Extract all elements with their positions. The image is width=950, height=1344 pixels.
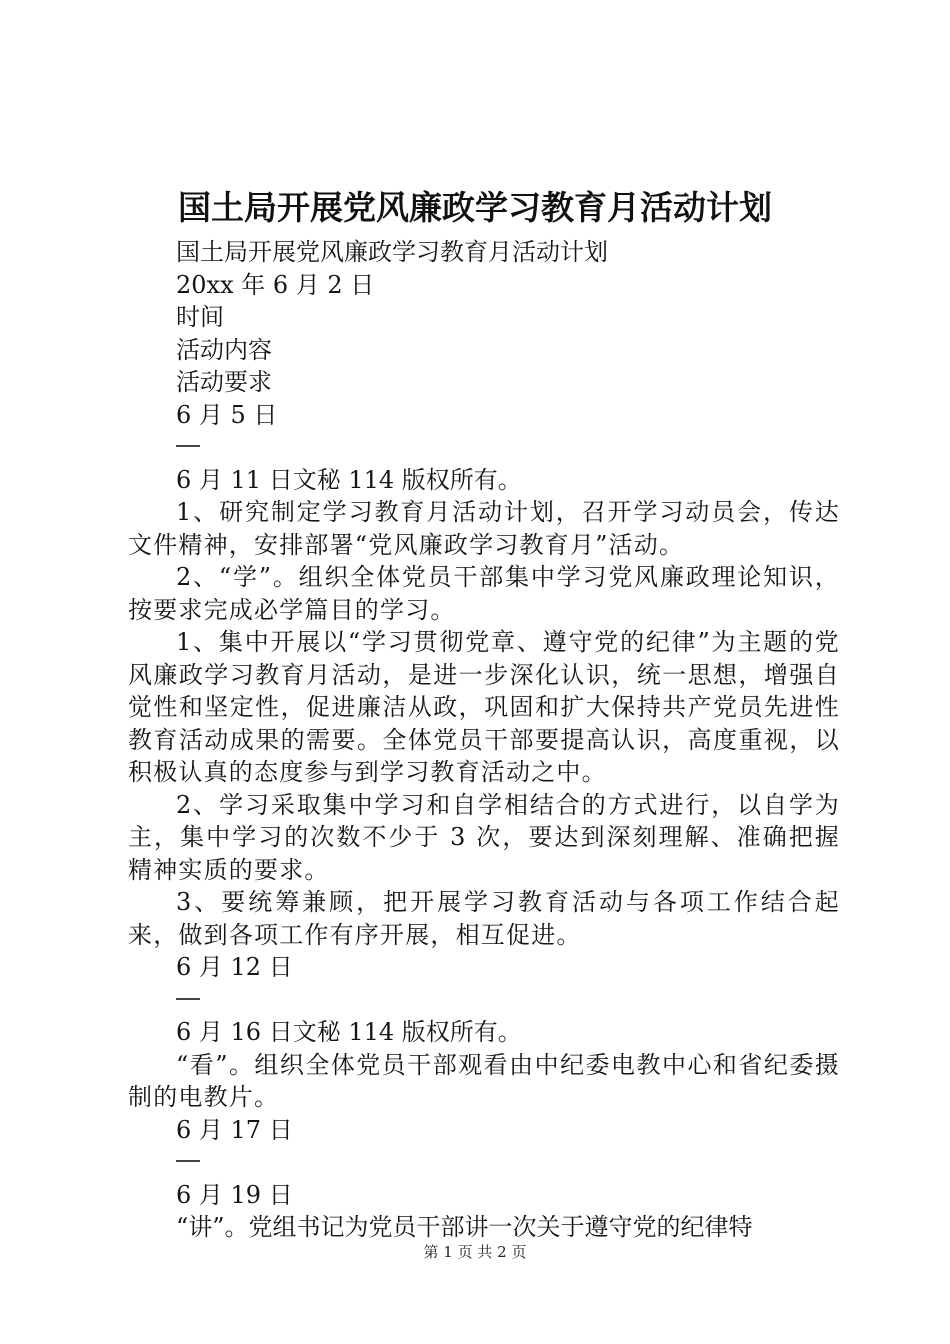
subtitle-line: 国土局开展党风廉政学习教育月活动计划 [176, 238, 608, 266]
period1-start: 6 月 5 日 [176, 400, 278, 429]
paragraph: 2、学习采取集中学习和自学相结合的方式进行，以自学为主，集中学习的次数不少于 3 次，要达到深刻理解、准确把握精神实质的要求。 [128, 790, 840, 884]
period1-end: 6 月 11 日文秘 114 版权所有。 [176, 465, 522, 494]
range-dash [128, 431, 840, 464]
date-line: 20xx 年 6 月 2 日 [176, 270, 375, 299]
period2-start: 6 月 12 日 [176, 953, 293, 981]
period2-end: 6 月 16 日文秘 114 版权所有。 [176, 1018, 522, 1046]
paragraph: 2、“学”。组织全体党员干部集中学习党风廉政理论知识，按要求完成必学篇目的学习。 [128, 563, 840, 624]
paragraph: “讲”。党组书记为党员干部讲一次关于遵守党的纪律特 [176, 1213, 753, 1241]
dash-icon [176, 1160, 200, 1162]
paragraph: 3、要统筹兼顾，把开展学习教育活动与各项工作结合起来，做到各项工作有序开展，相互促进。 [128, 888, 840, 949]
period3-end: 6 月 19 日 [176, 1180, 293, 1209]
paragraph: 1、集中开展以“学习贯彻党章、遵守党的纪律”为主题的党风廉政学习教育月活动，是进一步深化认识，统一思想，增强自觉性和坚定性，促进廉洁从政，巩固和扩大保持共产党员先进性教育活动成果的需要。全体党员干部要提高认识，高度重视，以积极认真的态度参与到学习教育活动之中。 [128, 628, 840, 786]
document-title: 国土局开展党风廉政学习教育月活动计划 [178, 188, 772, 227]
table-header-content: 活动内容 [176, 335, 272, 364]
paragraph: “看”。组织全体党员干部观看由中纪委电教中心和省纪委摄制的电教片。 [128, 1050, 840, 1111]
range-dash [128, 1146, 840, 1179]
range-dash [128, 984, 840, 1017]
table-header-requirements: 活动要求 [176, 368, 272, 396]
period3-start: 6 月 17 日 [176, 1115, 293, 1144]
dash-icon [176, 998, 200, 1000]
page-indicator: 第 1 页 共 2 页 [423, 1243, 527, 1261]
dash-icon [176, 445, 200, 447]
paragraph: 1、研究制定学习教育月活动计划，召开学习动员会，传达文件精神，安排部署“党风廉政学习教育月”活动。 [128, 498, 840, 559]
table-header-time: 时间 [176, 303, 224, 331]
document-body [128, 236, 840, 1244]
